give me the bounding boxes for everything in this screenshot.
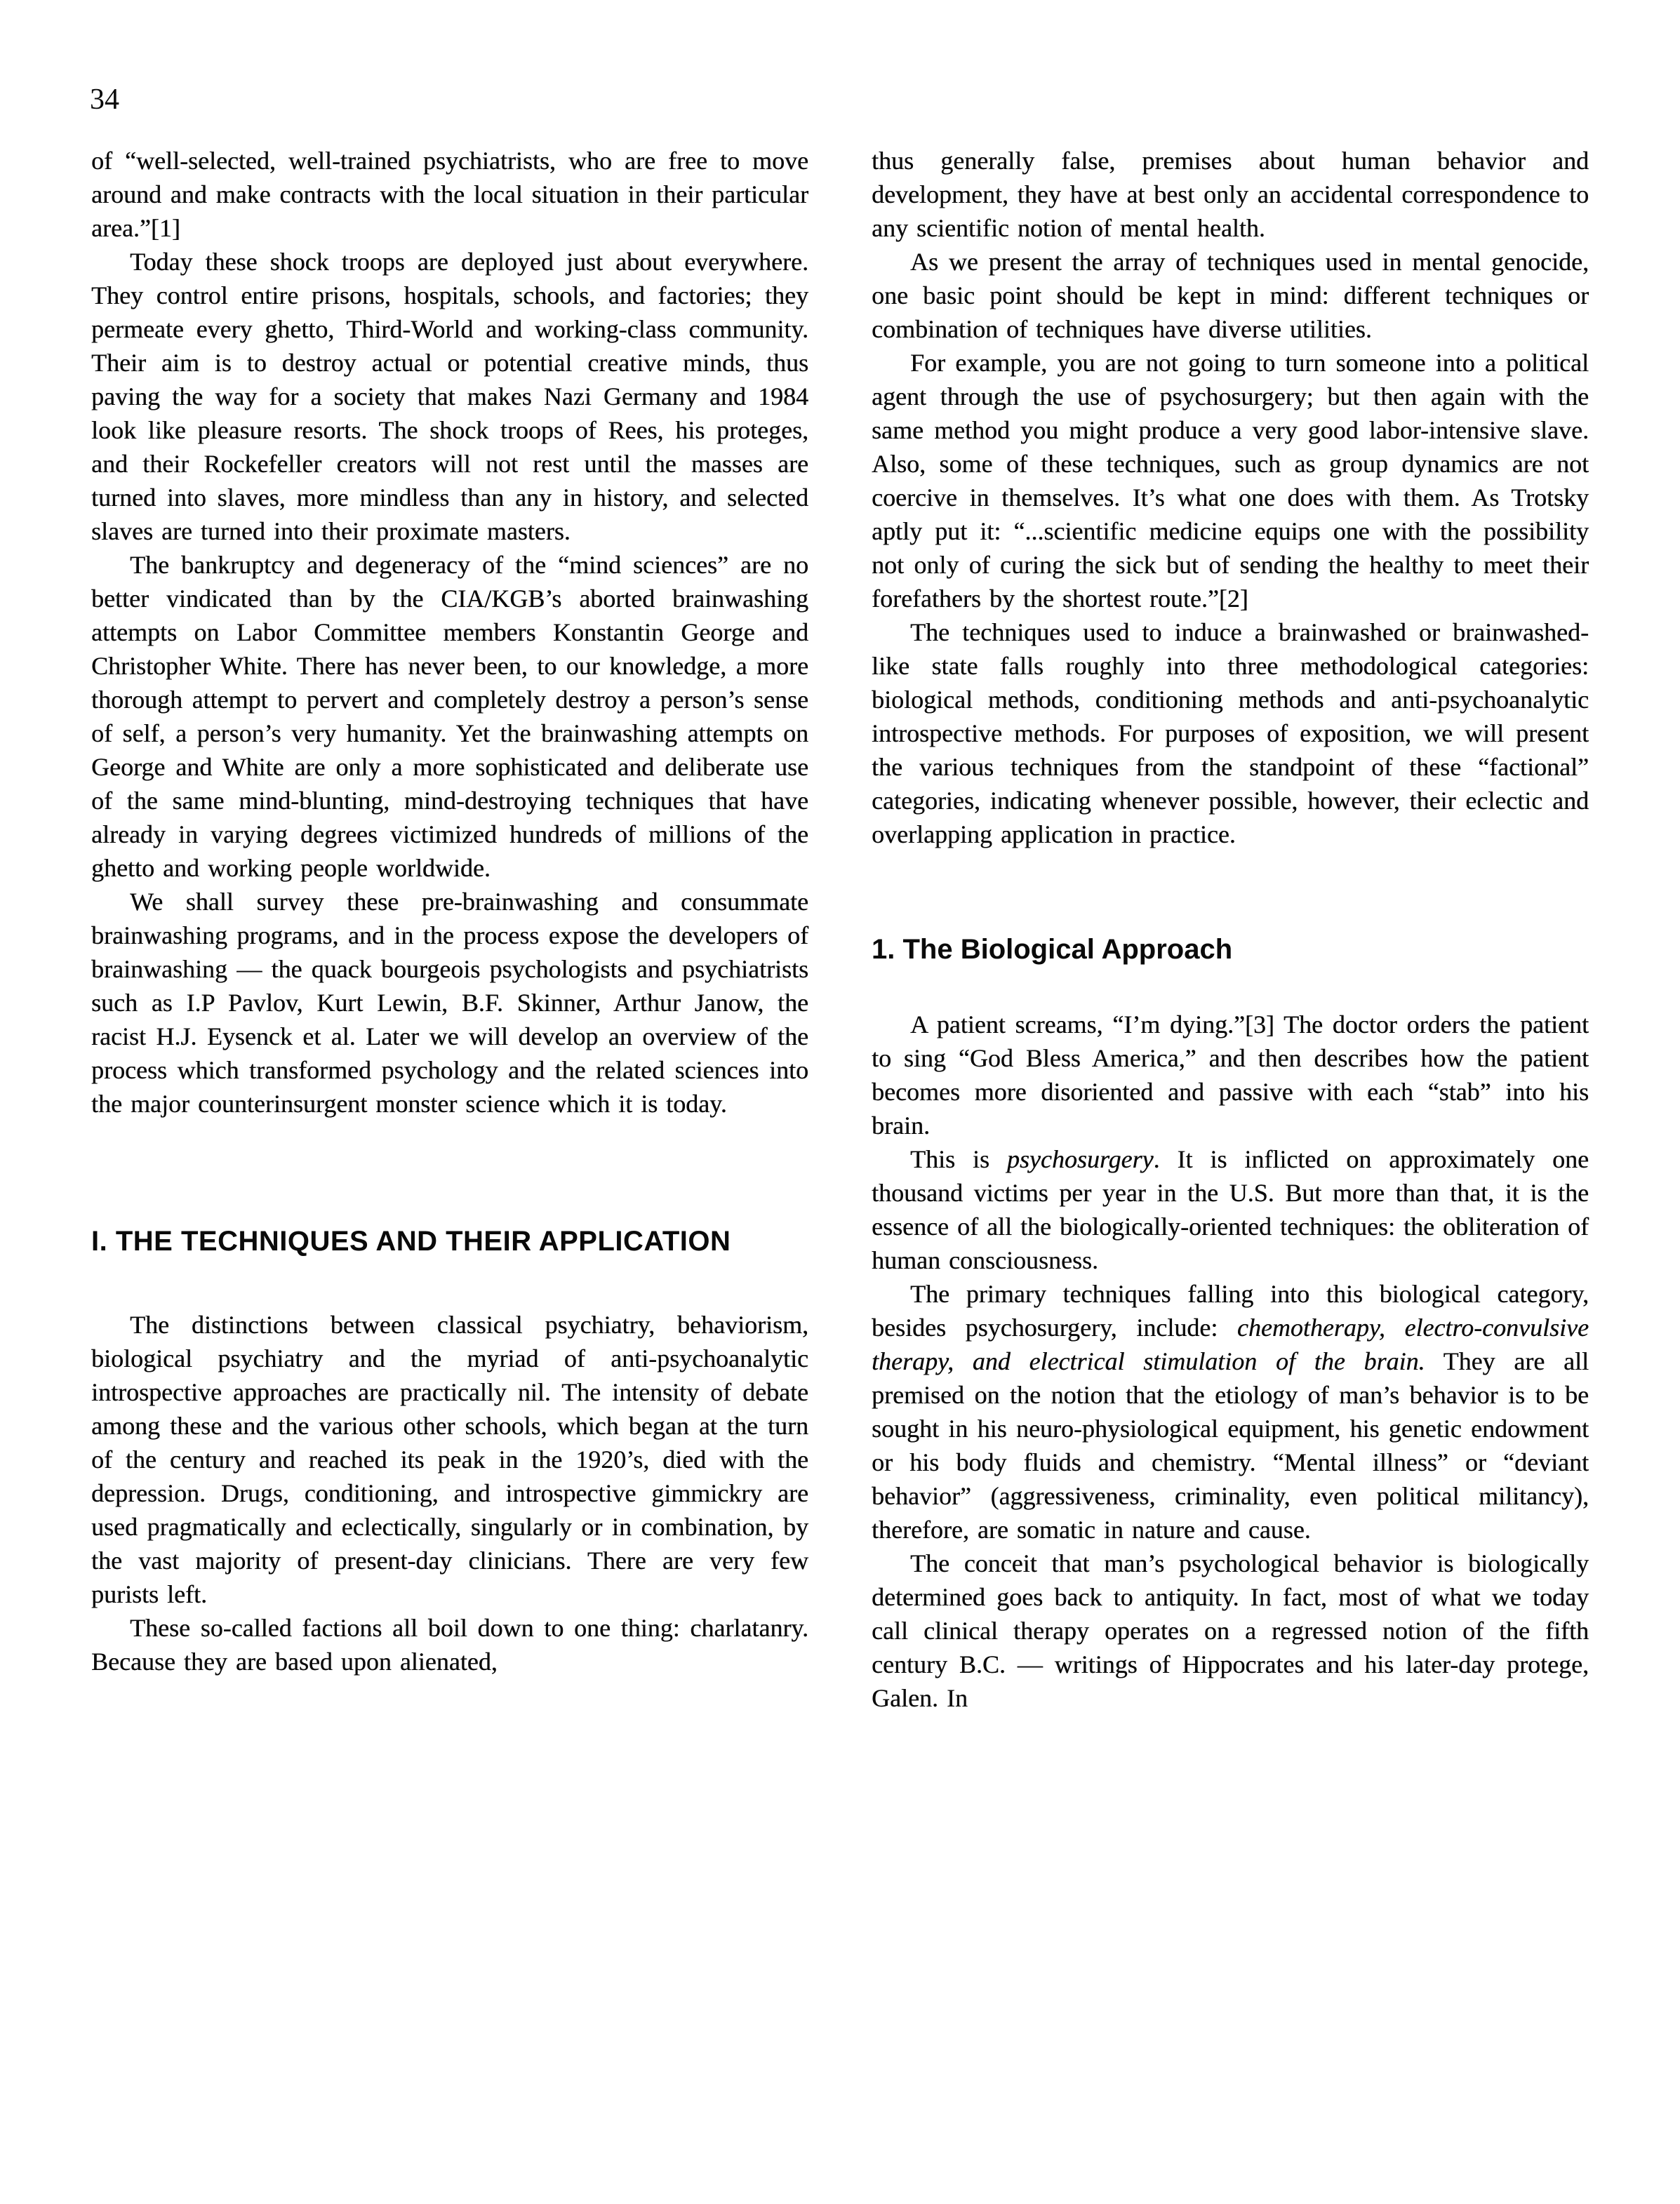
text-run: of “well-selected, well-trained psychiatrists, who are free to move around and make contracts with the local situation in their particular area.”[1] xyxy=(91,147,808,242)
text-run: A patient screams, “I’m dying.”[3] The doctor orders the patient to sing “God Bless America,” and then describes how the patient becomes more disoriented and passive with each “stab” into his brain. xyxy=(872,1010,1589,1140)
text-run: The techniques used to induce a brainwashed or brainwashed-like state falls roughly into three methodological categories: biological methods, conditioning methods and anti-psychoanalytic introspective methods. For purposes of exposition, we will present the various techniques from the standpoint of these “factional” categories, indicating whenever possible, however, their eclectic and overlapping application in practice. xyxy=(872,618,1589,848)
text-run: thus generally false, premises about human behavior and development, they have at best only an accidental correspondence to any scientific notion of mental health. xyxy=(872,147,1589,242)
paragraph xyxy=(91,1611,808,1678)
text-run: We shall survey these pre-brainwashing and consummate brainwashing programs, and in the process expose the developers of brainwashing — the quack bourgeois psychologists and psychiatrists such as I.P Pavlov, Kurt Lewin, B.F. Skinner, Arthur Janow, the racist H.J. Eysenck et al. Later we will develop an overview of the process which transformed psychology and the related sciences into the major counterinsurgent monster science which it is today. xyxy=(91,888,808,1118)
paragraph xyxy=(872,1008,1589,1142)
text-run: The distinctions between classical psychiatry, behaviorism, biological psychiatry and the myriad of anti-psychoanalytic introspective approaches are practically nil. The intensity of debate among these and the various other schools, which began at the turn of the century and reached its peak in the 1920’s, died with the depression. Drugs, conditioning, and introspective gimmickry are used pragmatically and eclectically, singularly or in combination, by the vast majority of present-day clinicians. There are very few purists left. xyxy=(91,1311,808,1608)
text-run: For example, you are not going to turn someone into a political agent through the use of psychosurgery; but then again with the same method you might produce a very good labor-intensive slave. Also, some of these techniques, such as group dynamics are not coercive in themselves. It’s what one does with them. As Trotsky aptly put it: “...scientific medicine equips one with the possibility not only of curing the sick but of sending the healthy to meet their forefathers by the shortest route.”[2] xyxy=(872,349,1589,613)
paragraph xyxy=(872,1142,1589,1277)
text-run: They are all premised on the notion that the etiology of man’s behavior is to be sought in his neuro-physiological equipment, his genetic endowment or his body fluids and chemistry. “Mental illness” or “deviant behavior” (aggressiveness, criminality, even political militancy), therefore, are somatic in nature and cause. xyxy=(872,1347,1589,1544)
paragraph xyxy=(91,885,808,1121)
paragraph xyxy=(91,548,808,885)
text-run: This is xyxy=(910,1145,1007,1173)
section-heading-biological-approach: 1. The Biological Approach xyxy=(872,934,1233,965)
paragraph xyxy=(91,144,808,245)
page-number: 34 xyxy=(90,84,119,116)
paragraph xyxy=(91,1308,808,1611)
paragraph xyxy=(91,245,808,548)
text-columns xyxy=(91,144,1589,1715)
section-heading-techniques: I. THE TECHNIQUES AND THEIR APPLICATION xyxy=(91,1226,731,1257)
left-column xyxy=(91,144,808,1715)
paragraph xyxy=(872,615,1589,851)
text-run: As we present the array of techniques used in mental genocide, one basic point should be kept in mind: different techniques or combination of techniques have diverse utilities. xyxy=(872,248,1589,343)
paragraph xyxy=(872,1547,1589,1715)
text-run: The bankruptcy and degeneracy of the “mind sciences” are no better vindicated than by the CIA/KGB’s aborted brainwashing attempts on Labor Committee members Konstantin George and Christopher White. There has never been, to our knowledge, a more thorough attempt to pervert and completely destroy a person’s sense of self, a person’s very humanity. Yet the brainwashing attempts on George and White are only a more sophisticated and deliberate use of the same mind-blunting, mind-destroying techniques that have already in varying degrees victimized hundreds of millions of the ghetto and working people worldwide. xyxy=(91,551,808,882)
right-column xyxy=(872,144,1589,1715)
paragraph xyxy=(872,1277,1589,1547)
text-run: . It is inflicted on approximately one thousand victims per year in the U.S. But more than that, it is the essence of all the biologically-oriented techniques: the obliteration of human consciousness. xyxy=(872,1145,1589,1274)
text-run: These so-called factions all boil down to one thing: charlatanry. Because they are based upon alienated, xyxy=(91,1614,808,1676)
paragraph xyxy=(872,245,1589,346)
text-run-italic: chemotherapy, electro-convulsive therapy, and electrical stimulation of the brain. xyxy=(872,1314,1589,1375)
text-run: Today these shock troops are deployed just about everywhere. They control entire prisons, hospitals, schools, and factories; they permeate every ghetto, Third-World and working-class community. Their aim is to destroy actual or potential creative minds, thus paving the way for a society that makes Nazi Germany and 1984 look like pleasure resorts. The shock troops of Rees, his proteges, and their Rockefeller creators will not rest until the masses are turned into slaves, more mindless than any in history, and selected slaves are turned into their proximate masters. xyxy=(91,248,808,545)
paragraph xyxy=(872,144,1589,245)
paragraph xyxy=(872,346,1589,615)
text-run: The conceit that man’s psychological behavior is biologically determined goes back to antiquity. In fact, most of what we today call clinical therapy operates on a regressed notion of the fifth century B.C. — writings of Hippocrates and his later-day protege, Galen. In xyxy=(872,1549,1589,1712)
text-run: The primary techniques falling into this biological category, besides psychosurgery, include: xyxy=(872,1280,1589,1342)
text-run-italic: psychosurgery xyxy=(1006,1145,1154,1173)
